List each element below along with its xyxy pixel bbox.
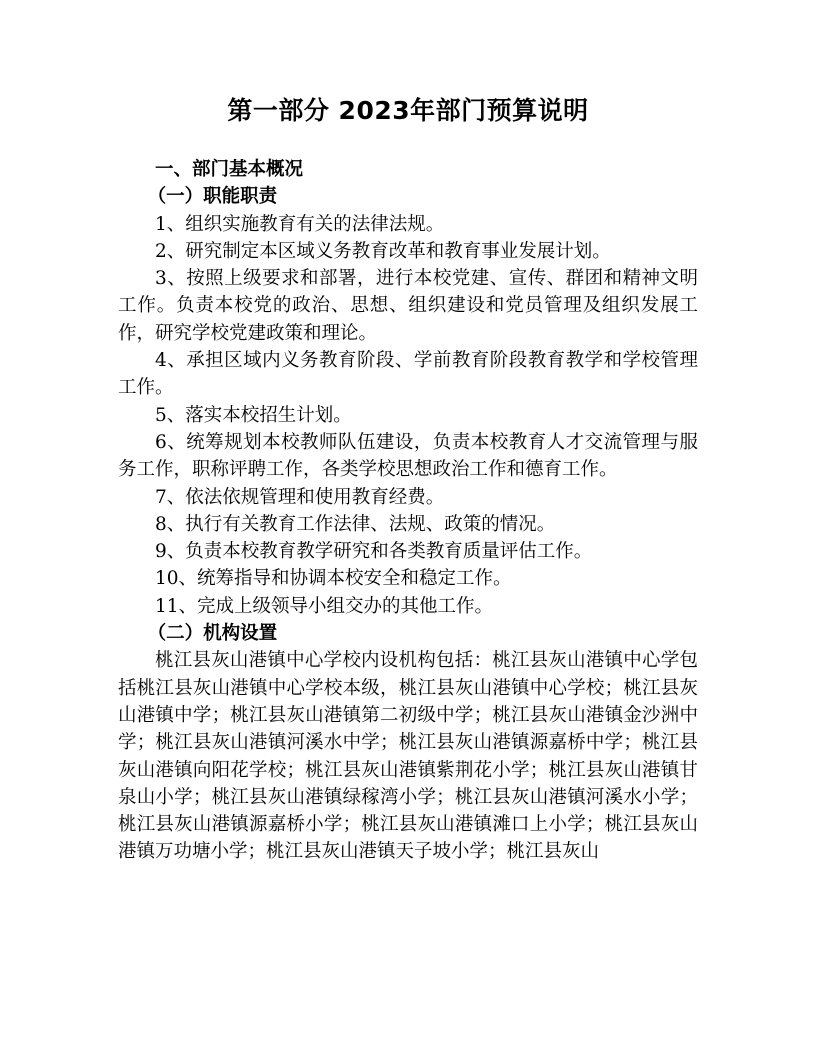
duty-item: 5、落实本校招生计划。 — [155, 404, 352, 426]
duty-item: 11、完成上级领导小组交办的其他工作。 — [155, 595, 494, 617]
subsection-heading-organization: （二）机构设置 — [147, 623, 278, 645]
duty-item: 10、统筹指导和协调本校安全和稳定工作。 — [155, 568, 512, 590]
duty-item: 6、统筹规划本校教师队伍建设，负责本校教育人才交流管理与服务工作，职称评聘工作，各类学校思想政治工作和德育工作。 — [118, 431, 698, 481]
subsection-heading-duties: （一）职能职责 — [147, 186, 278, 208]
duty-item: 2、研究制定本区域义务教育改革和教育事业发展计划。 — [155, 240, 611, 262]
duty-item: 4、承担区域内义务教育阶段、学前教育阶段教育教学和学校管理工作。 — [118, 350, 698, 399]
document-body — [118, 156, 698, 866]
duty-item: 8、执行有关教育工作法律、法规、政策的情况。 — [155, 513, 556, 535]
duty-item: 3、按照上级要求和部署，进行本校党建、宣传、群团和精神文明工作。负责本校党的政治、思想、组织建设和党员管理及组织发展工作，研究学校党建政策和理论。 — [118, 268, 698, 344]
duty-item: 7、依法依规管理和使用教育经费。 — [155, 486, 445, 508]
organization-paragraph: 桃江县灰山港镇中心学校内设机构包括：桃江县灰山港镇中心学包括桃江县灰山港镇中心学校本级，桃江县灰山港镇中心学校；桃江县灰山港镇中学；桃江县灰山港镇第二初级中学；桃江县灰山港镇金沙洲中学；桃江县灰山港镇河溪水中学；桃江县灰山港镇源嘉桥中学；桃江县灰山港镇向阳花学校；桃江县灰山港镇紫荆花小学；桃江县灰山港镇甘泉山小学；桃江县灰山港镇绿稼湾小学；桃江县灰山港镇河溪水小学；桃江县灰山港镇源嘉桥小学；桃江县灰山港镇滩口上小学；桃江县灰山港镇万功塘小学；桃江县灰山港镇天子坡小学；桃江县灰山 — [118, 650, 698, 863]
duty-item: 9、负责本校教育教学研究和各类教育质量评估工作。 — [155, 541, 593, 563]
document-title: 第一部分 2023年部门预算说明 — [227, 96, 589, 125]
section-heading-overview: 一、部门基本概况 — [155, 159, 304, 180]
duty-item: 1、组织实施教育有关的法律法规。 — [155, 213, 445, 235]
